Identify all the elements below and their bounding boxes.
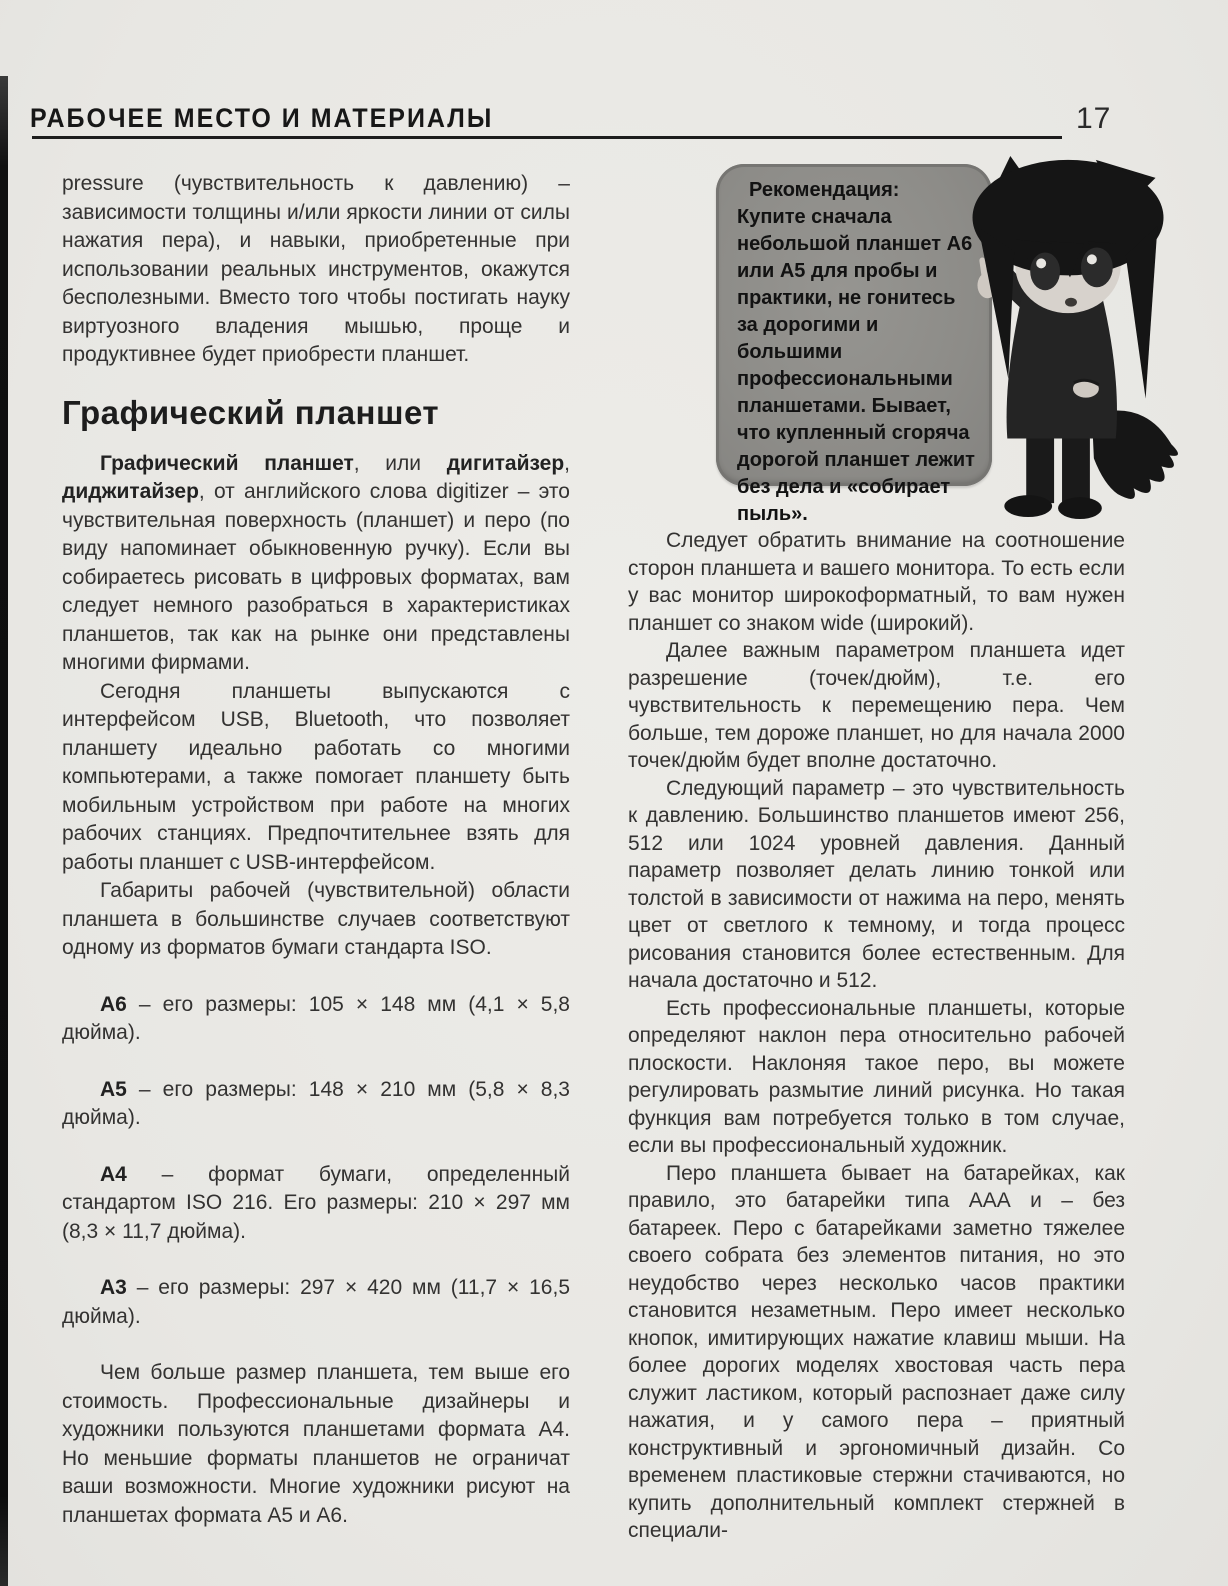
format-label: А5	[100, 1077, 127, 1101]
paragraph: Следующий параметр – это чувствительность к давлению. Большинство планшетов имеют 256, 512 или 1024 уровней давления. Данный параметр позволяет делать линию тонкой или толстой в зависимости от нажима на перо, менять цвет от светлого к темному, и тогда процесс рисования становится более естественным. Для начала достаточно и 512.	[628, 776, 1125, 992]
format-item-a5	[62, 1076, 570, 1133]
mouth	[1065, 298, 1077, 307]
format-text: – его размеры: 148 × 210 мм (5,8 × 8,3 дюйма).	[62, 1077, 570, 1129]
text-run: , от английского слова digitizer – это чувствительная поверхность (планшет) и перо (по виду напоминает обыкновенную ручку). Если вы собираетесь рисовать в цифровых форматах, вам следует немного разобраться в характеристиках планшетов, так как на рынке они представлены многими фирмами.	[62, 480, 570, 674]
right-column	[628, 527, 1125, 1545]
eye-highlight	[1036, 258, 1046, 268]
page-number: 17	[1076, 102, 1112, 135]
body-shirt	[1007, 295, 1117, 438]
format-label: А4	[100, 1162, 127, 1186]
left-column	[62, 170, 570, 1530]
paragraph-interfaces: Сегодня планшеты выпускаются с интерфейсом USB, Bluetooth, что позволяет планшету идеально работать со многими компьютерами, а также помогает планшету быть мобильным устройством при работе на многих рабочих станциях. Предпочтительнее взять для работы планшет с USB-интерфейсом.	[62, 679, 570, 874]
format-item-a3	[62, 1274, 570, 1331]
recommendation-body: Купите сначала небольшой планшет А6 или А5 для пробы и практики, не гонитесь за дорогими и большими профессиональными планшетами. Бывает, что купленный сгоряча дорогой планшет лежит без дела и «собирает пыль».	[737, 206, 975, 525]
paragraph: Есть профессиональные планшеты, которые определяют наклон пера относительно рабочей плоскости. Наклоняя такое перо, вы можете регулировать размытие линий рисунка. Но такая функция вам потребуется только в том случае, если вы профессиональный художник.	[628, 996, 1125, 1157]
format-label: А3	[100, 1276, 127, 1299]
paragraph-closing: Чем больше размер планшета, тем выше его стоимость. Профессиональные дизайнеры и художники пользуются планшетами формата А4. Но меньшие форматы планшетов не ограничат ваши возможности. Многие художники рисуют на планшетах формата А5 и А6.	[62, 1361, 570, 1527]
paragraph: Следует обратить внимание на соотношение сторон планшета и вашего монитора. То есть если у вас монитор широкоформатный, то вам нужен планшет со знаком wide (широкий).	[628, 529, 1125, 635]
text-run: , или	[353, 451, 447, 475]
hair-strand	[1126, 226, 1158, 399]
text-run: ,	[564, 451, 571, 475]
hair-strand	[978, 228, 1014, 379]
format-text: – его размеры: 105 × 148 мм (4,1 × 5,8 дюйма).	[62, 992, 570, 1044]
format-label: А6	[100, 992, 127, 1016]
bold-term-tablet: Графический планшет	[100, 451, 354, 475]
recommendation-title: Рекомендация:	[749, 179, 900, 201]
paragraph: Далее важным параметром планшета идет разрешение (точек/дюйм), т.е. его чувствительность к перемещению пера. Чем больше, тем дороже планшет, но для начала 2000 точек/дюйм будет вполне достаточно.	[628, 639, 1125, 772]
bold-term-didzhitayzer: диджитайзер	[62, 480, 199, 503]
foot	[1004, 495, 1052, 517]
eye	[1081, 247, 1113, 287]
running-head-title: РАБОЧЕЕ МЕСТО И МАТЕРИАЛЫ	[30, 103, 494, 134]
paragraph-intro: pressure (чувствительность к давлению) – зависимости толщины и/или яркости линии от силы нажатия пера), и навыки, приобретенные при использовании реальных инструментов, окажутся бесполезными. Вместо того чтобы постигать науку виртуозного владения мышью, проще и продуктивнее будет приобрести планшет.	[62, 172, 570, 366]
paragraph: Перо планшета бывает на батарейках, как правило, это батарейки типа ААА и – без батареек. Перо с батарейками заметно тяжелее своего собрата без элементов питания, но это неудобство через несколько часов практики становится незаметным. Перо имеет несколько кнопок, имитирующих нажатие клавиш мыши. На более дорогих моделях хвостовая часть пера служит ластиком, который распознает даже силу нажатия, и у самого пера – приятный конструктивный и эргономичный дизайн. Со временем пластиковые стержни стачиваются, но купить дополнительный комплект стержней в специали-	[628, 1161, 1125, 1542]
scan-gutter-edge	[0, 76, 8, 1586]
chibi-catgirl-illustration	[950, 148, 1190, 526]
format-item-a6	[62, 991, 570, 1048]
eye	[1030, 252, 1060, 290]
paragraph-dimensions: Габариты рабочей (чувствительной) области планшета в большинстве случаев соответствуют одному из форматов бумаги стандарта ISO.	[62, 879, 570, 959]
header-rule	[32, 136, 1062, 139]
format-text: – его размеры: 297 × 420 мм (11,7 × 16,5 дюйма).	[62, 1276, 570, 1328]
section-heading: Графический планшет	[62, 393, 440, 431]
format-text: – формат бумаги, определенный стандартом ISO 216. Его размеры: 210 × 297 мм (8,3 × 11,7 дюйма).	[62, 1162, 570, 1243]
eye-highlight	[1087, 254, 1097, 264]
foot	[1058, 497, 1102, 519]
bold-term-digitizer: дигитайзер	[446, 451, 565, 475]
format-item-a4	[62, 1161, 570, 1247]
paragraph-definition	[62, 450, 570, 678]
